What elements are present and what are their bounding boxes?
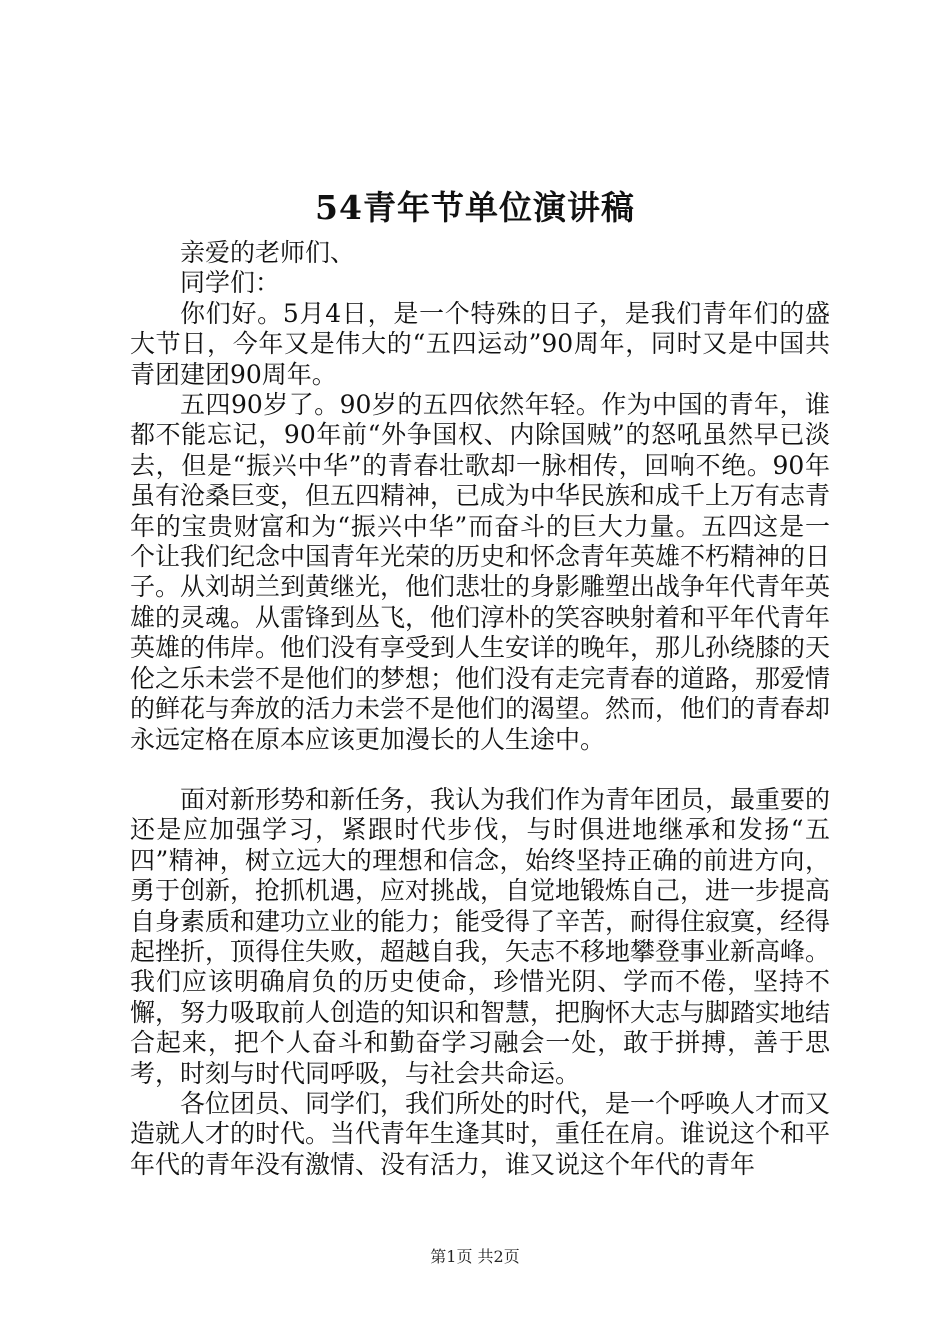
paragraph-greeting: 你们好。5月4日，是一个特殊的日子，是我们青年们的盛大节日，今年又是伟大的“五四运动”90周年，同时又是中国共青团建团90周年。 [130,298,830,389]
document-body [130,238,830,1180]
page-footer: 第1页 共2页 [430,1247,520,1266]
paragraph-new-tasks: 面对新形势和新任务，我认为我们作为青年团员，最重要的还是应加强学习，紧跟时代步伐，与时俱进地继承和发扬“五四”精神，树立远大的理想和信念，始终坚持正确的前进方向，勇于创新，抢抓机遇，应对挑战，自觉地锻炼自己，进一步提高自身素质和建功立业的能力；能受得了辛苦，耐得住寂寞，经得起挫折，顶得住失败，超越自我，矢志不移地攀登事业新高峰。我们应该明确肩负的历史使命，珍惜光阴、学而不倦，坚持不懈，努力吸取前人创造的知识和智慧，把胸怀大志与脚踏实地结合起来，把个人奋斗和勤奋学习融会一处，敢于拼搏，善于思考，时刻与时代同呼吸，与社会共命运。 [130,784,831,1088]
salutation-line-1: 亲爱的老师们、 [180,238,356,267]
paragraph-may-fourth-spirit: 五四90岁了。90岁的五四依然年轻。作为中国的青年，谁都不能忘记，90年前“外争国权、内除国贼”的怒吼虽然早已淡去，但是“振兴中华”的青春壮歌却一脉相传，回响不绝。90年虽有沧桑巨变，但五四精神，已成为中华民族和成千上万有志青年的宝贵财富和为“振兴中华”而奋斗的巨大力量。五四这是一个让我们纪念中国青年光荣的历史和怀念青年英雄不朽精神的日子。从刘胡兰到黄继光，他们悲壮的身影雕塑出战争年代青年英雄的灵魂。从雷锋到丛飞，他们淳朴的笑容映射着和平年代青年英雄的伟岸。他们没有享受到人生安详的晚年，那儿孙绕膝的天伦之乐未尝不是他们的梦想；他们没有走完青春的道路，那爱情的鲜花与奔放的活力未尝不是他们的渴望。然而，他们的青春却永远定格在原本应该更加漫长的人生途中。 [130,390,831,754]
salutation-line-2: 同学们： [180,268,281,298]
document-title: 54青年节单位演讲稿 [315,188,635,227]
paragraph-our-era: 各位团员、同学们，我们所处的时代，是一个呼唤人才而又造就人才的时代。当代青年生逢其时，重任在肩。谁说这个和平年代的青年没有激情、没有活力，谁又说这个年代的青年 [130,1088,831,1179]
